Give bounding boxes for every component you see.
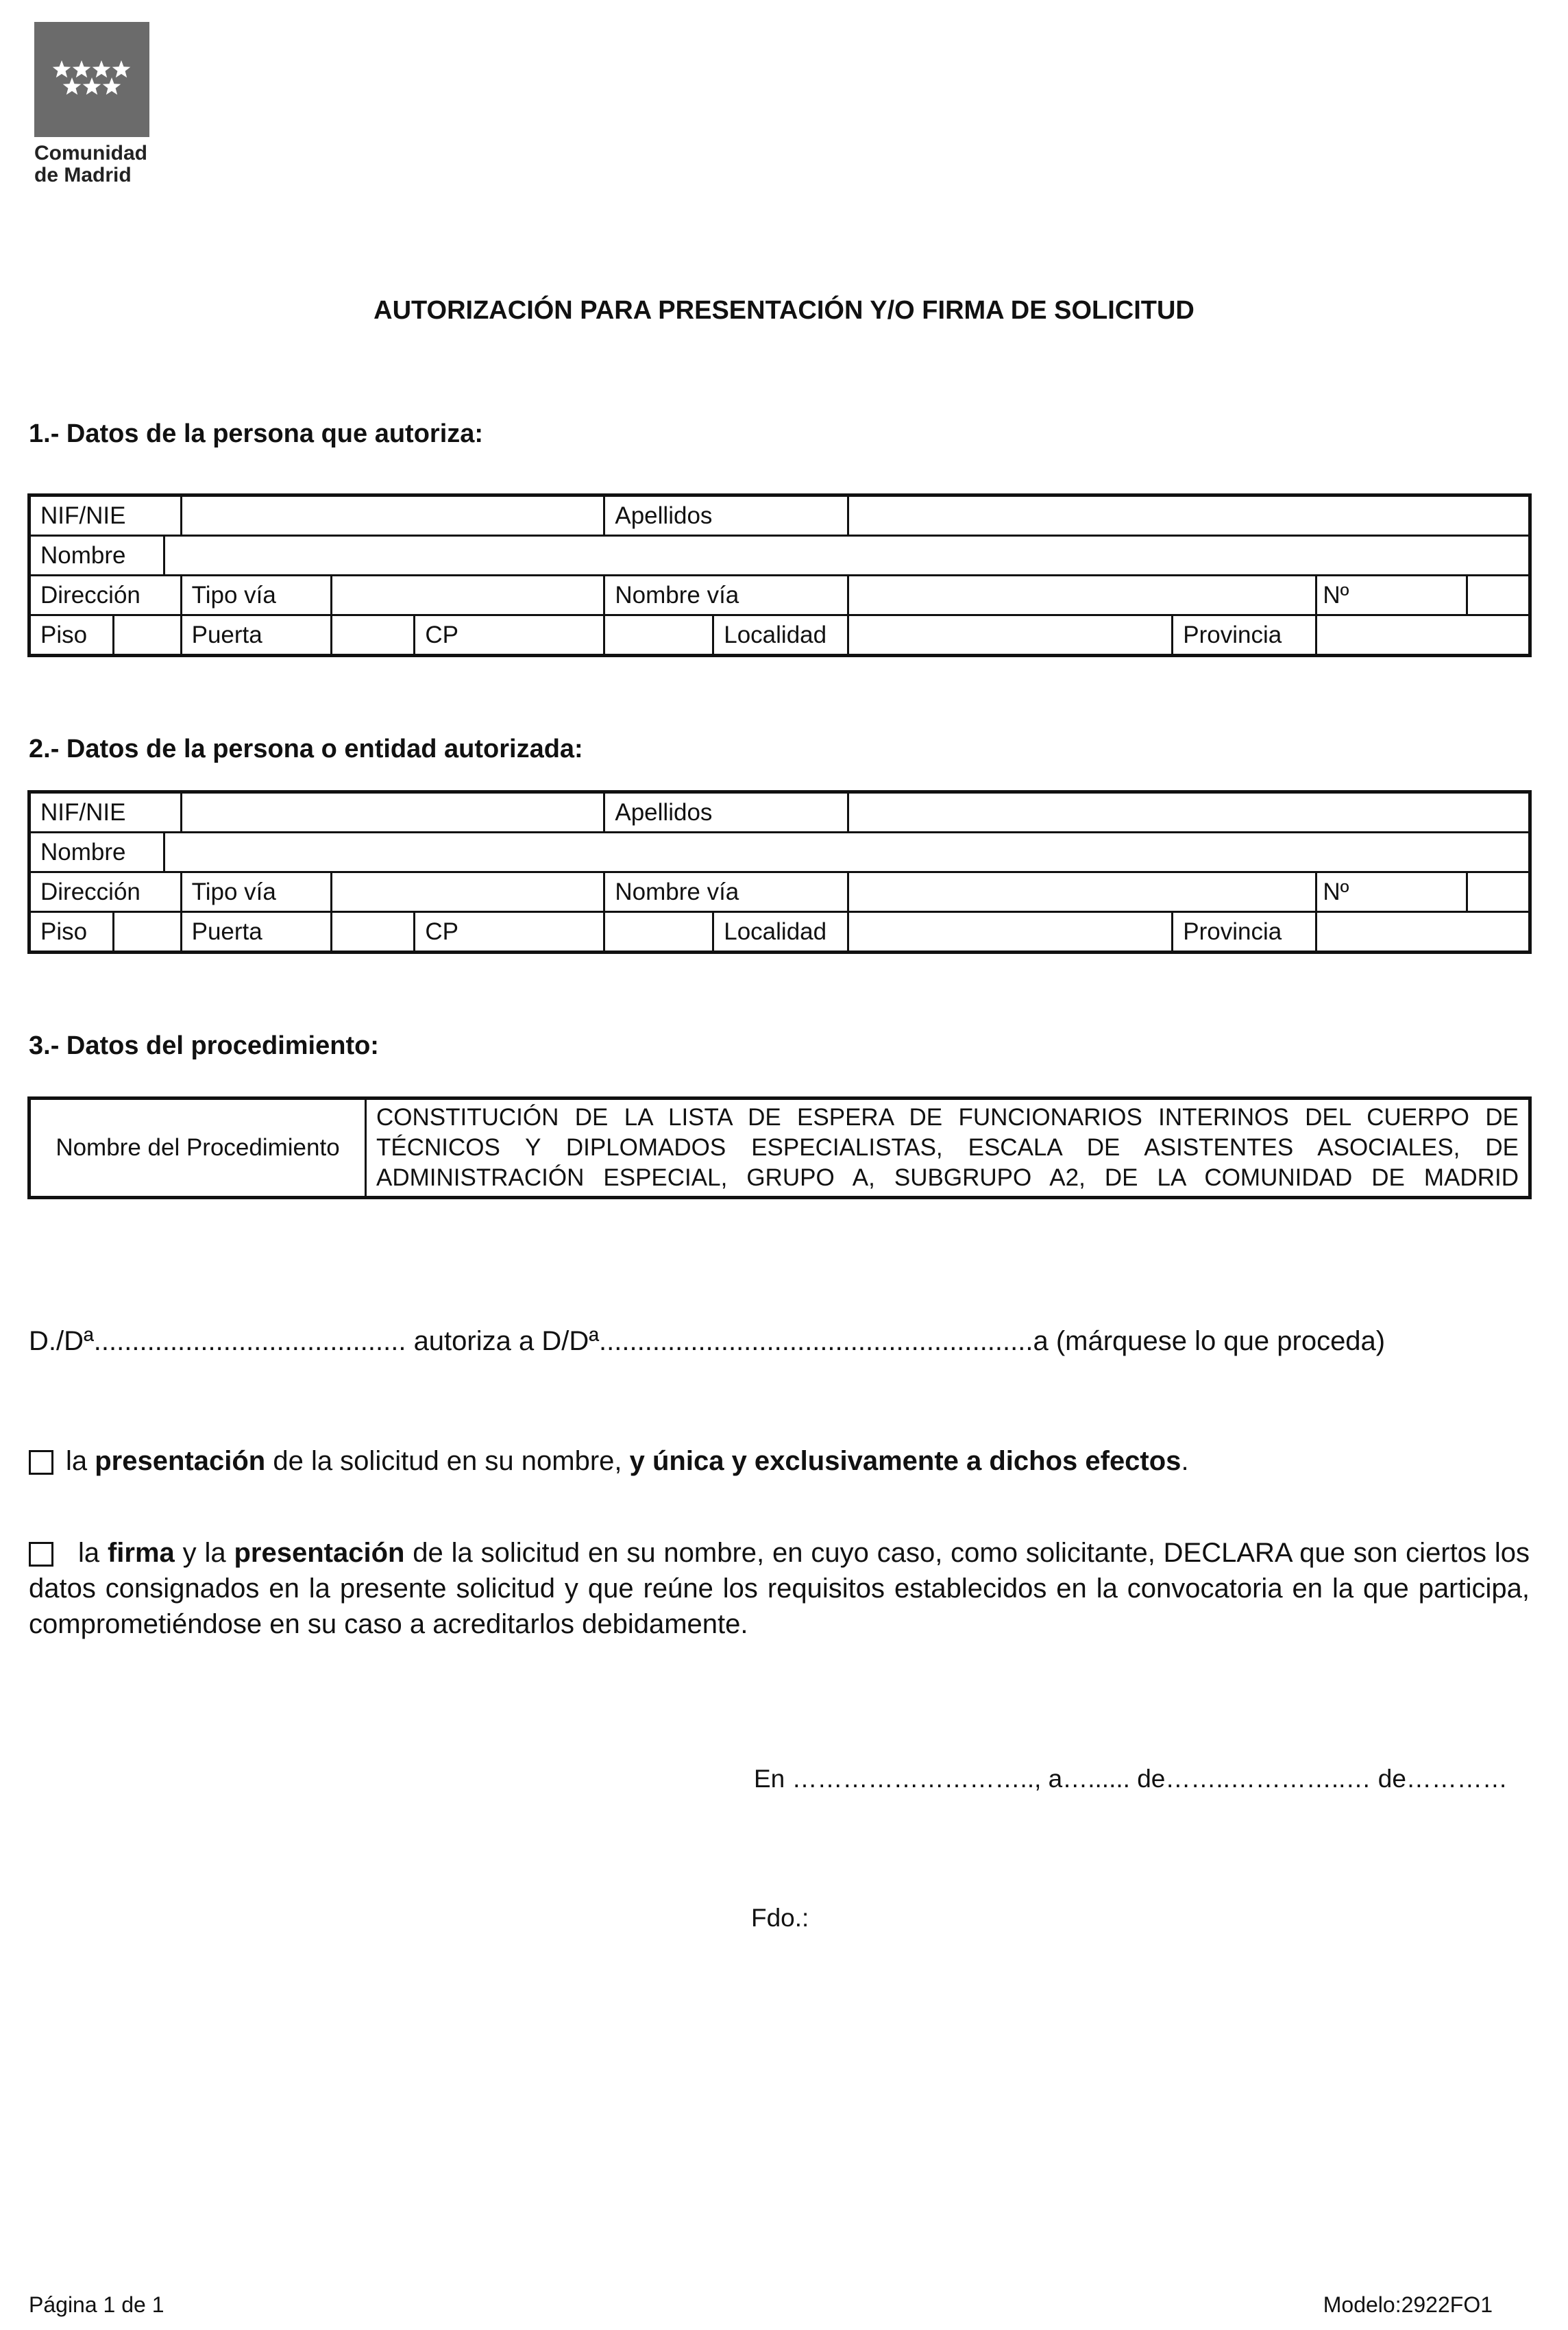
localidad-field[interactable] — [848, 912, 1173, 953]
nif-label: NIF/NIE — [29, 792, 182, 833]
procedure-label: Nombre del Procedimiento — [29, 1099, 366, 1198]
star-icon — [53, 60, 71, 77]
provincia-label: Provincia — [1173, 912, 1316, 953]
option1-text2: de la solicitud en su nombre, — [265, 1446, 630, 1476]
logo-line1: Comunidad — [34, 142, 147, 164]
option-presentation — [29, 1446, 1189, 1477]
signature-label: Fdo.: — [751, 1904, 809, 1932]
direccion-label: Dirección — [29, 576, 182, 615]
numero-label: Nº — [1316, 872, 1467, 912]
option1-bold2: y única y exclusivamente a dichos efectos — [629, 1446, 1181, 1476]
presentation-checkbox[interactable] — [29, 1450, 53, 1475]
star-icon — [73, 60, 91, 77]
star-icon — [93, 60, 111, 77]
nombre-field[interactable] — [164, 536, 1530, 576]
star-icon — [103, 77, 121, 95]
document-title: AUTORIZACIÓN PARA PRESENTACIÓN Y/O FIRMA DE SOLICITUD — [373, 296, 1195, 325]
localidad-label: Localidad — [713, 615, 848, 656]
signature-checkbox[interactable] — [29, 1542, 53, 1567]
nombre-via-label: Nombre vía — [604, 872, 848, 912]
procedure-table — [27, 1096, 1532, 1199]
star-icon — [112, 60, 131, 77]
authorized-table — [27, 790, 1532, 954]
piso-label: Piso — [29, 615, 114, 656]
stars-icon — [34, 22, 149, 137]
cp-label: CP — [415, 615, 604, 656]
puerta-field[interactable] — [332, 615, 415, 656]
localidad-label: Localidad — [713, 912, 848, 953]
direccion-label: Dirección — [29, 872, 182, 912]
logo-line2: de Madrid — [34, 164, 132, 186]
apellidos-field[interactable] — [848, 495, 1530, 536]
tipo-via-label: Tipo vía — [181, 872, 332, 912]
option1-text1: la — [66, 1446, 95, 1476]
option2-text3: de la solicitud en su nombre, en cuyo caso, como solicitante, DECLARA que son ciertos los datos consignados en la presente solicitud y que reúne los requisitos establecidos en la convocatoria en la que participa, comprometiéndose en su caso a acreditarlos debidamente. — [29, 1538, 1530, 1639]
tipo-via-field[interactable] — [332, 872, 604, 912]
provincia-field[interactable] — [1316, 615, 1530, 656]
piso-label: Piso — [29, 912, 114, 953]
model-number: Modelo:2922FO1 — [1323, 2292, 1493, 2317]
apellidos-label: Apellidos — [604, 495, 848, 536]
option1-bold1: presentación — [95, 1446, 266, 1476]
puerta-label: Puerta — [181, 615, 332, 656]
star-icon — [63, 77, 82, 95]
nombre-via-field[interactable] — [848, 576, 1316, 615]
apellidos-label: Apellidos — [604, 792, 848, 833]
authorizer-table — [27, 493, 1532, 657]
apellidos-field[interactable] — [848, 792, 1530, 833]
cp-field[interactable] — [604, 912, 713, 953]
option2-text2: y la — [174, 1538, 234, 1568]
provincia-label: Provincia — [1173, 615, 1316, 656]
nif-field[interactable] — [181, 495, 604, 536]
section2-heading: 2.- Datos de la persona o entidad autorizada: — [29, 735, 583, 763]
numero-field[interactable] — [1467, 576, 1530, 615]
nombre-via-field[interactable] — [848, 872, 1316, 912]
option2-text1: la — [78, 1538, 108, 1568]
section3-heading: 3.- Datos del procedimiento: — [29, 1031, 379, 1060]
provincia-field[interactable] — [1316, 912, 1530, 953]
option2-bold1: firma — [107, 1538, 175, 1568]
numero-label: Nº — [1316, 576, 1467, 615]
cp-field[interactable] — [604, 615, 713, 656]
section1-heading: 1.- Datos de la persona que autoriza: — [29, 419, 484, 448]
option1-text3: . — [1181, 1446, 1189, 1476]
tipo-via-field[interactable] — [332, 576, 604, 615]
cp-label: CP — [415, 912, 604, 953]
nombre-label: Nombre — [29, 536, 164, 576]
logo-text — [34, 143, 147, 186]
localidad-field[interactable] — [848, 615, 1173, 656]
option-signature-presentation — [29, 1535, 1530, 1642]
authorize-line: D./Dª......................................... autoriza a D/Dª.........................................................a (márquese lo que proceda) — [29, 1326, 1386, 1356]
puerta-label: Puerta — [181, 912, 332, 953]
page-number: Página 1 de 1 — [29, 2292, 164, 2317]
date-line: En ……………………….., a…...... de……..…………..… de………… — [754, 1765, 1508, 1793]
piso-field[interactable] — [114, 912, 181, 953]
numero-field[interactable] — [1467, 872, 1530, 912]
nombre-via-label: Nombre vía — [604, 576, 848, 615]
nombre-label: Nombre — [29, 833, 164, 872]
procedure-value: CONSTITUCIÓN DE LA LISTA DE ESPERA DE FUNCIONARIOS INTERINOS DEL CUERPO DE TÉCNICOS Y DIPLOMADOS ESPECIALISTAS, ESCALA DE ASISTENTES ASOCIALES, DE ADMINISTRACIÓN ESPECIAL, GRUPO A, SUBGRUPO A2, DE LA COMUNIDAD DE MADRID — [366, 1099, 1530, 1198]
tipo-via-label: Tipo vía — [181, 576, 332, 615]
nif-label: NIF/NIE — [29, 495, 182, 536]
logo-emblem — [34, 22, 149, 137]
nombre-field[interactable] — [164, 833, 1530, 872]
star-icon — [83, 77, 101, 95]
option2-bold2: presentación — [234, 1538, 405, 1568]
piso-field[interactable] — [114, 615, 181, 656]
puerta-field[interactable] — [332, 912, 415, 953]
nif-field[interactable] — [181, 792, 604, 833]
